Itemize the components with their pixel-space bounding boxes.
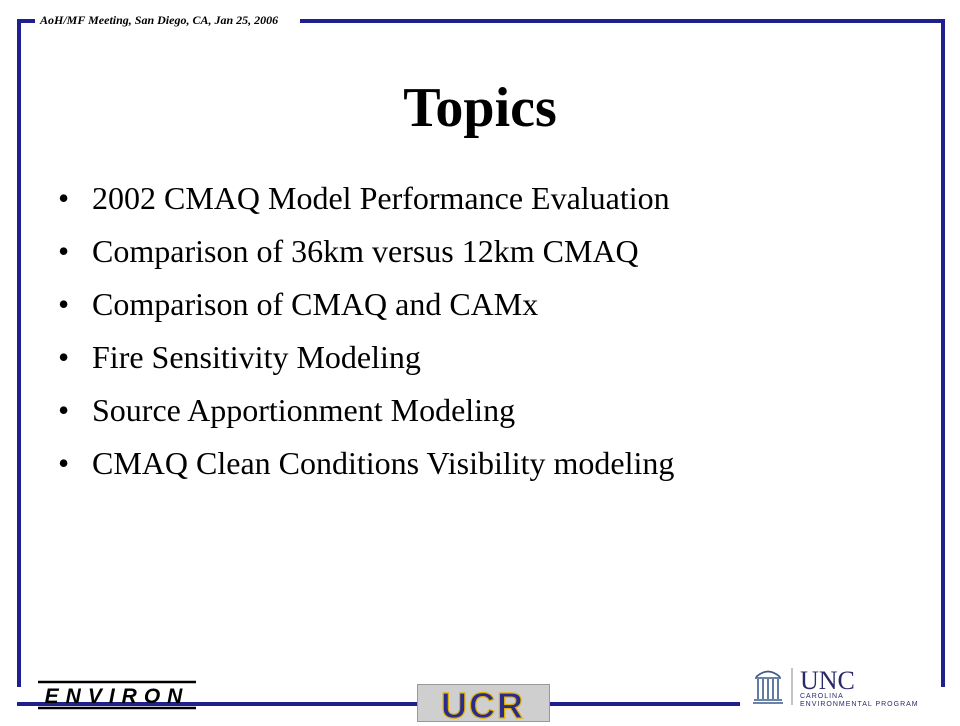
svg-text:CAROLINA: CAROLINA <box>800 693 844 700</box>
svg-text:ENVIRONMENTAL PROGRAM: ENVIRONMENTAL PROGRAM <box>800 701 919 708</box>
frame-bottom-right <box>550 702 740 706</box>
list-item <box>58 278 674 331</box>
list-item-text: Comparison of 36km versus 12km CMAQ <box>92 233 639 269</box>
bullet-glyph: • <box>58 445 70 481</box>
bullet-glyph: • <box>58 392 70 428</box>
topic-list <box>58 172 674 490</box>
old-well-icon <box>753 672 783 704</box>
list-item <box>58 172 674 225</box>
list-item <box>58 384 674 437</box>
list-item <box>58 437 674 490</box>
unc-logo <box>752 663 944 709</box>
environ-logo <box>38 680 196 710</box>
bullet-glyph: • <box>58 180 70 216</box>
list-item-text: 2002 CMAQ Model Performance Evaluation <box>92 180 670 216</box>
meeting-note: AoH/MF Meeting, San Diego, CA, Jan 25, 2006 <box>40 13 279 27</box>
unc-logo-art <box>752 663 944 709</box>
bullet-glyph: • <box>58 339 70 375</box>
bullet-glyph: • <box>58 286 70 322</box>
list-item-text: Comparison of CMAQ and CAMx <box>92 286 539 322</box>
list-item-text: Fire Sensitivity Modeling <box>92 339 421 375</box>
frame-top <box>300 19 945 23</box>
ucr-logo <box>417 684 550 722</box>
ucr-logo-art <box>418 685 549 721</box>
slide-title: Topics <box>403 77 557 139</box>
svg-text:UCR: UCR <box>441 685 525 721</box>
list-item-text: CMAQ Clean Conditions Visibility modeling <box>92 445 675 481</box>
svg-text:ENVIRON: ENVIRON <box>44 685 190 708</box>
bullet-glyph: • <box>58 233 70 269</box>
svg-text:UNC: UNC <box>800 666 855 695</box>
list-item <box>58 225 674 278</box>
list-item-text: Source Apportionment Modeling <box>92 392 516 428</box>
list-item <box>58 331 674 384</box>
environ-logo-art <box>38 680 196 710</box>
